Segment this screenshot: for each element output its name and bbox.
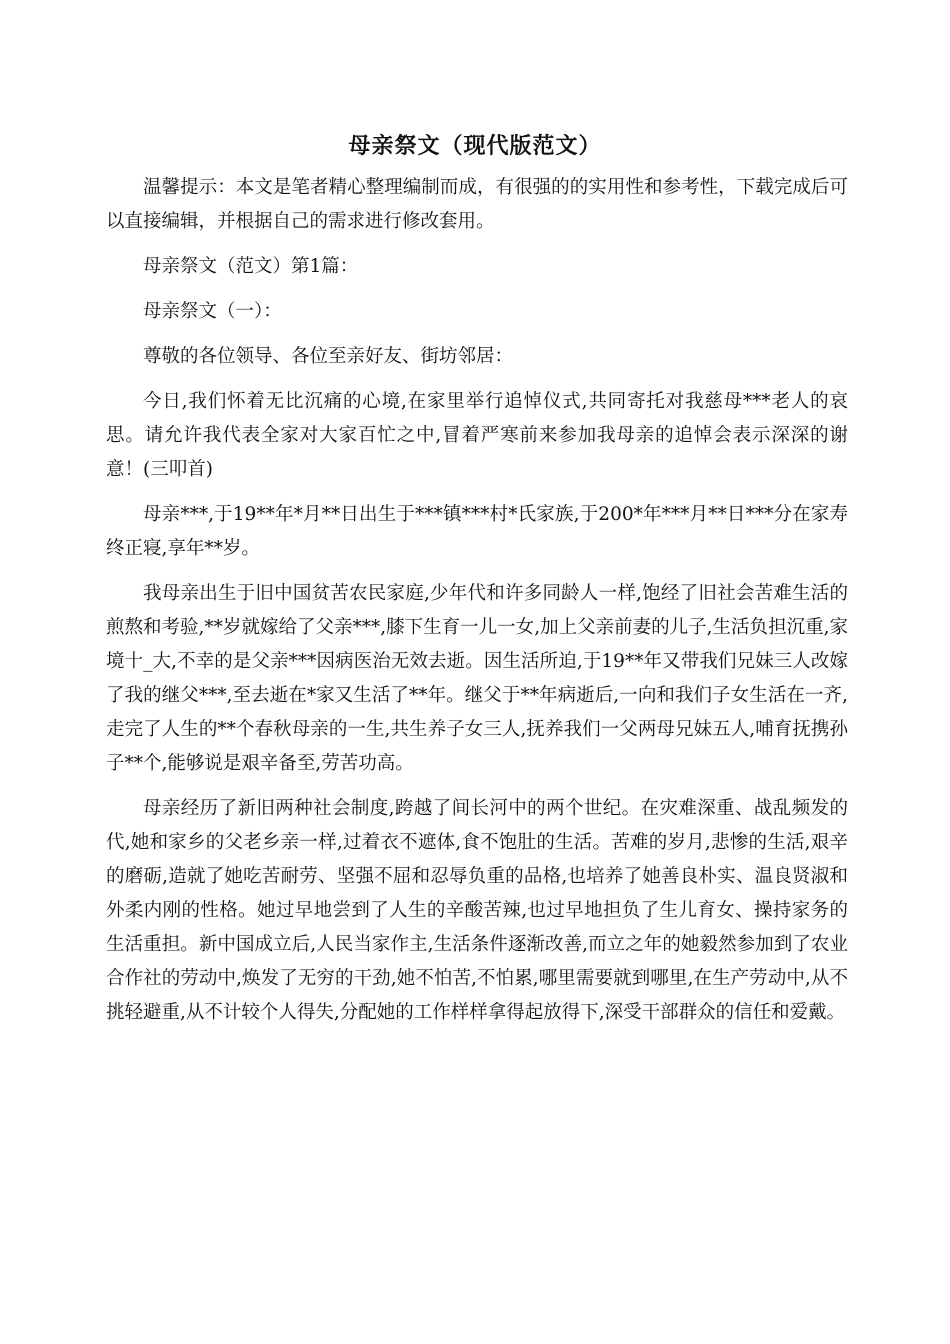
- paragraph-character: 母亲经历了新旧两种社会制度,跨越了间长河中的两个世纪。在灾难深重、战乱频发的代,她和家乡的父老乡亲一样,过着衣不遮体,食不饱肚的生活。苦难的岁月,悲惨的生活,艰辛的磨砺,造就了她吃苦耐劳、坚强不屈和忍辱负重的品格,也培养了她善良朴实、温良贤淑和外柔内刚的性格。她过早地尝到了人生的辛酸苦辣,也过早地担负了生儿育女、操持家务的生活重担。新中国成立后,人民当家作主,生活条件逐渐改善,而立之年的她毅然参加到了农业合作社的劳动中,焕发了无穷的干劲,她不怕苦,不怕累,哪里需要就到哪里,在生产劳动中,从不挑轻避重,从不计较个人得失,分配她的工作样样拿得起放得下,深受干部群众的信任和爱戴。: [106, 798, 848, 1023]
- paragraph-opening: 今日,我们怀着无比沉痛的心境,在家里举行追悼仪式,共同寄托对我慈母***老人的哀思。请允许我代表全家对大家百忙之中,冒着严寒前来参加我母亲的追悼会表示深深的谢意！(三叩首): [106, 391, 848, 480]
- document-title: 母亲祭文（现代版范文）: [348, 133, 602, 159]
- paragraph-tip: 温馨提示：本文是笔者精心整理编制而成，有很强的的实用性和参考性，下载完成后可以直接编辑，并根据自己的需求进行修改套用。: [106, 177, 848, 232]
- paragraph-section-heading: 母亲祭文（范文）第1篇：: [143, 256, 359, 277]
- document-body: [106, 171, 848, 1041]
- paragraph-subheading: 母亲祭文（一）：: [143, 301, 282, 322]
- paragraph-birth-death: 母亲***,于19**年*月**日出生于***镇***村*氏家族,于200*年***月**日***分在家寿终正寝,享年**岁。: [106, 504, 848, 559]
- paragraph-salutation: 尊敬的各位领导、各位至亲好友、街坊邻居：: [143, 346, 514, 367]
- paragraph-life-story: 我母亲出生于旧中国贫苦农民家庭,少年代和许多同龄人一样,饱经了旧社会苦难生活的煎熬和考验,**岁就嫁给了父亲***,膝下生育一儿一女,加上父亲前妻的儿子,生活负担沉重,家境十_大,不幸的是父亲***因病医治无效去逝。因生活所迫,于19**年又带我们兄妹三人改嫁了我的继父***,至去逝在*家又生活了**年。继父于**年病逝后,一向和我们子女生活在一齐,走完了人生的**个春秋母亲的一生,共生养子女三人,抚养我们一父两母兄妹五人,哺育抚携孙子**个,能够说是艰辛备至,劳苦功高。: [106, 583, 848, 774]
